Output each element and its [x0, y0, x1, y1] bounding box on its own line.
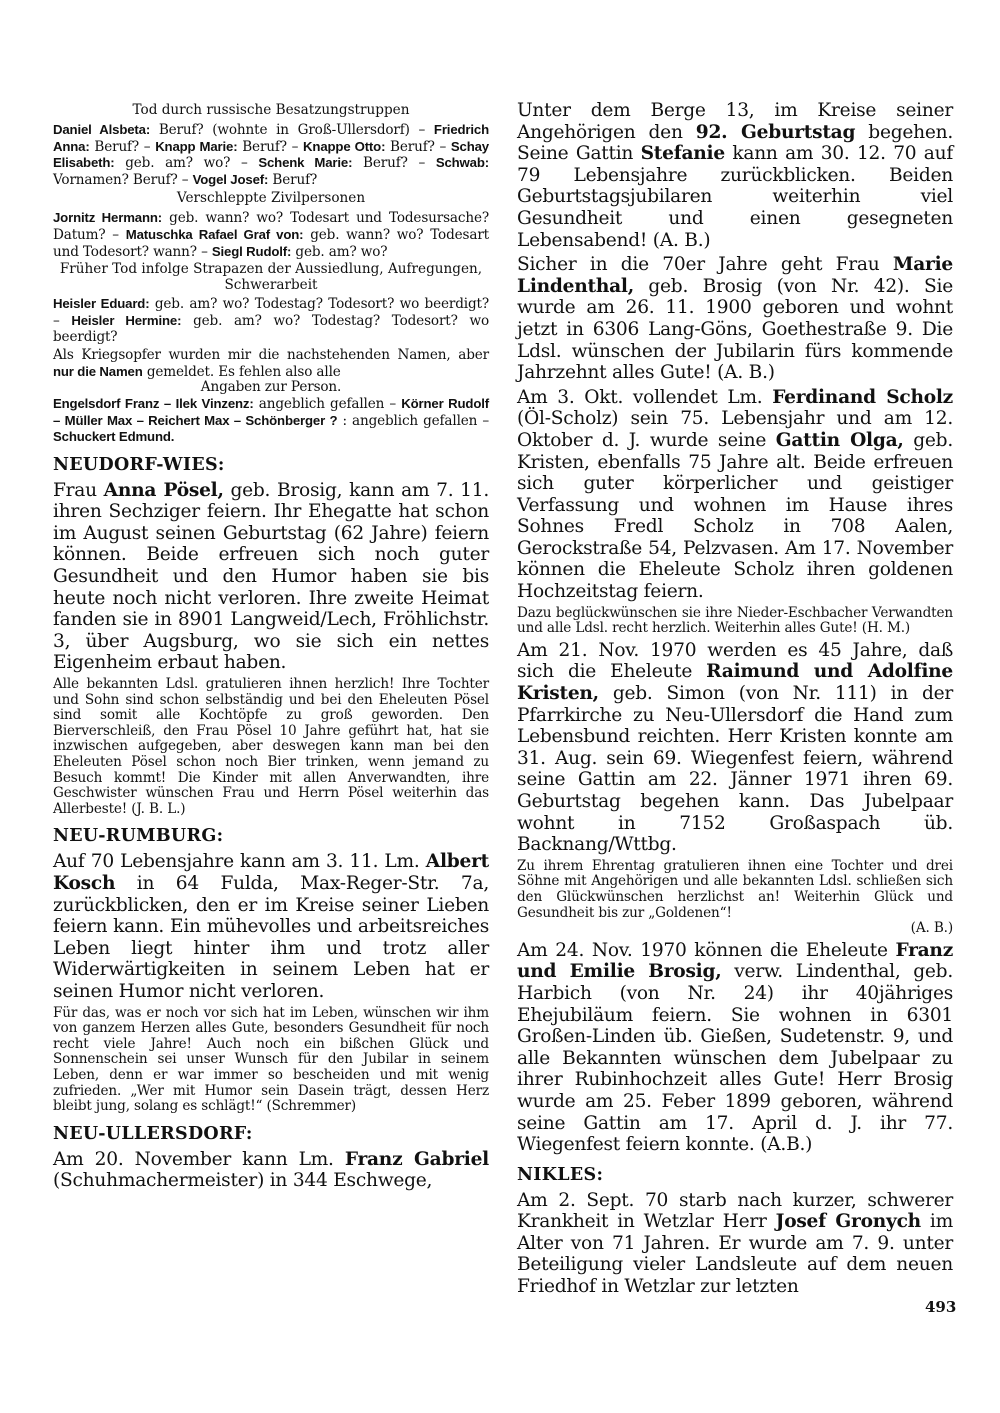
bold-name: Daniel Alsbeta:: [53, 122, 151, 137]
text-run: Als Kriegsopfer wurden mir die nachstehenden Namen, aber: [53, 347, 489, 364]
section-heading-early-death: Früher Tod infolge Strapazen der Aussiedlung, Aufregungen, Schwerarbeit: [59, 261, 483, 293]
text-run: geb. Simon (von Nr. 111) in der Pfarrkirche zu Neu-Ullersdorf die Hand zum Lebensbund reichten. Herr Kristen konnte am 31. Aug. sein 69. Wiegenfest feiern, während seine Gattin am 22. Jänner 1971 ihren 69. Geburtstag begehen kann. Das Jubelpaar wohnt in 7152 Großaspach üb. Backnang/Wttbg.: [517, 683, 953, 856]
text-run: geb. Brosig (von Nr. 42). Sie wurde am 26. 11. 1900 geboren und wohnt jetzt in 6306 Lang-Göns, Goethestraße 9. Die Ldsl. wünschen der Jubilarin fürs kommende Jahrzehnt alles Gute! (A. B.): [517, 275, 953, 384]
text-run: (Schuhmachermeister) in 344 Eschwege,: [53, 1170, 433, 1192]
right-column: [517, 100, 953, 1298]
page-number: 493: [925, 1298, 957, 1316]
list-russian-troops: [53, 122, 489, 188]
text-run: im Alter von 71 Jahren. Er wurde am 7. 9. unter Beteiligung vieler Landsleute auf dem neuen Friedhof in Wetzlar zur letzten: [517, 1211, 953, 1298]
bold-name: Gattin Olga,: [775, 429, 904, 451]
bold-name: Raimund und Adolfine Kristen,: [517, 661, 953, 705]
text-run: Vornamen? Beruf? –: [53, 171, 193, 188]
article-scholz: [517, 387, 953, 603]
text-run: Auf 70 Lebensjahre kann am 3. 11. Lm.: [53, 851, 426, 873]
text-run: Beruf?: [268, 171, 318, 188]
text-run: Am 20. November kann Lm.: [53, 1148, 345, 1170]
text-run: geb. am? wo? Todestag? Todesort? wo beerdigt?: [53, 312, 489, 345]
text-run: gemeldet. Es fehlen also alle: [142, 363, 341, 380]
article-gabriel-continued: [517, 100, 953, 251]
bold-name: Siegl Rudolf:: [211, 243, 292, 259]
text-run: geb. wann? wo? Todesart und Todesursache? Datum? –: [53, 210, 489, 243]
article-nikles: [517, 1190, 953, 1298]
text-run: geb. wann? wo? Todesart und Todesort? wann? –: [53, 226, 489, 260]
text-run: angeblich gefallen –: [253, 395, 402, 412]
bold-name: Franz Gabriel: [344, 1148, 489, 1170]
bold-name: Körner Rudolf – Müller Max – Reichert Max – Schönberger ?: [53, 395, 489, 428]
text-run: : angeblich gefallen –: [337, 412, 490, 429]
article-lindenthal: [517, 254, 953, 384]
text-run: Am 3. Okt. vollendet Lm.: [517, 386, 773, 408]
text-run: geb. am? wo? Todestag? Todesort? wo beerdigt? –: [53, 296, 489, 329]
bold-name: Heisler Eduard:: [53, 296, 150, 312]
bold-name: Josef Gronych: [775, 1211, 921, 1233]
bold-name: Stefanie: [640, 143, 725, 165]
bold-name: Anna Pösel,: [103, 479, 224, 501]
text-run: geb. am? wo?: [291, 243, 388, 260]
text-run: Beruf? –: [237, 138, 304, 155]
bold-name: Knappe Otto:: [303, 138, 386, 154]
war-victims-intro-end: Angaben zur Person.: [200, 379, 342, 396]
heading-neudorf-wies: NEUDORF-WIES:: [53, 454, 225, 475]
article-neudorf-wies: [53, 480, 489, 674]
text-run: Beruf? –: [352, 155, 436, 172]
section-heading-deported: Verschleppte Zivilpersonen: [176, 190, 366, 207]
greeting-kristen: Zu ihrem Ehrentag gratulieren ihnen eine Tochter und drei Söhne mit Angehörigen und alle bekannten Ldsl. schließen sich den Glückwünschen herzlichst an! Weiterhin Glück und Gesundheit bis zur „Goldenen“!: [517, 857, 953, 921]
greeting-scholz: Dazu beglückwünschen sie ihre Nieder-Eschbacher Verwandten und alle Ldsl. recht herzlich. Weiterhin alles Gute! (H. M.): [517, 604, 953, 637]
text-run: Am 21. Nov. 1970 werden es 45 Jahre, daß sich die Eheleute: [517, 639, 953, 683]
text-run: geb. am? wo? –: [114, 155, 259, 172]
war-victims-intro: [53, 348, 489, 380]
text-run: Am 2. Sept. 70 starb nach kurzer, schwerer Krankheit in Wetzlar Herr: [517, 1189, 953, 1233]
bold-name: Schuckert Edmund.: [53, 429, 175, 445]
bold-name: Schwab:: [435, 155, 489, 171]
text-run: in 64 Fulda, Max-Reger-Str. 7a, zurückblicken, den er im Kreise seiner Lieben feiern kann. Ein mühevolles und arbeitsreiches Leben liegt hinter ihm und trotz aller Widerwärtigkeiten in seinem Leben hat er seinen Humor nicht verloren.: [53, 872, 489, 1002]
left-column: [53, 100, 489, 1192]
text-run: geb. Kristen, ebenfalls 75 Jahre alt. Beide erfreuen sich guter körperlicher und geistiger Verfassung und wohnen im Hause ihres Sohnes Fredl Scholz in 708 Aalen, Gerockstraße 54, Pelzvasen. Am 17. November können die Eheleute Scholz ihren goldenen Hochzeitstag feiern.: [517, 429, 953, 603]
list-early-death: [53, 296, 489, 345]
text-run: Sicher in die 70er Jahre geht Frau: [517, 254, 893, 276]
article-brosig: [517, 940, 953, 1156]
text-run: Frau: [53, 479, 104, 501]
list-war-victims: [53, 396, 489, 446]
bold-name: Marie Lindenthal,: [517, 254, 953, 297]
heading-nikles: NIKLES:: [517, 1164, 604, 1185]
article-neu-ullersdorf: [53, 1149, 489, 1192]
text-run: Beruf? –: [385, 138, 451, 155]
article-kristen: [517, 640, 953, 856]
article-neu-rumburg: [53, 851, 489, 1002]
bold-name: Vogel Josef:: [192, 171, 269, 187]
text-run: verw. Lindenthal, geb. Harbich (von Nr. 24) ihr 40jähriges Ehejubiläum feiern. Sie wohnen in 6301 Großen-Linden üb. Gießen, Sudetenstr. 9, und alle Bekannten wünschen dem Jubelpaar zu ihrer Rubinhochzeit alles Gute! Herr Brosig wurde am 25. Feber 1899 geboren, während seine Gattin am 17. April d. J. ihr 77. Wiegenfest feiern konnte. (A.B.): [517, 961, 953, 1156]
bold-name: 92. Geburtstag: [695, 121, 856, 143]
bold-name: nur die Namen: [53, 363, 143, 379]
text-run: (Öl-Scholz) sein 75. Lebensjahr und am 12. Oktober d. J. wurde seine: [517, 408, 953, 451]
heading-neu-rumburg: NEU-RUMBURG:: [53, 826, 224, 847]
text-run: Beruf? –: [89, 138, 156, 155]
bold-name: Friedrich Anna:: [53, 122, 489, 154]
section-heading-russian-troops: Tod durch russische Besatzungstruppen: [132, 102, 410, 118]
bold-name: Ferdinand Scholz: [772, 386, 953, 408]
bold-name: Engelsdorf Franz – Ilek Vinzenz:: [53, 395, 254, 411]
bold-name: Schenk Marie:: [258, 155, 353, 171]
bold-name: Albert Kosch: [53, 851, 489, 894]
text-run: geb. Brosig, kann am 7. 11. ihren Sechziger feiern. Ihr Ehegatte hat schon im August seinen Geburtstag (62 Jahre) feiern können. Beide erfreuen sich noch guter Gesundheit und den Humor haben sie bis heute noch nicht verloren. Ihre zweite Heimat fanden sie in 8901 Langweid/Lech, Fröhlichstr. 3, über Augsburg, wo sie sich ein nettes Eigenheim erbaut haben.: [53, 479, 489, 674]
bold-name: Franz und Emilie Brosig,: [517, 939, 953, 983]
text-run: begehen. Seine Gattin: [517, 121, 953, 165]
bold-name: Knapp Marie:: [155, 138, 238, 154]
bold-name: Matuschka Rafael Graf von:: [125, 226, 304, 242]
greeting-neu-rumburg: Für das, was er noch vor sich hat im Leben, wünschen wir ihm von ganzem Herzen alles Gute, besonders Gesundheit für noch recht viele Jahre! Auch noch ein bißchen Glück und Sonnenschein sei unser Wunsch für den Jubilar in seinem Leben, denn er war immer so bescheiden und mit wenig zufrieden. „Wer mit Humor sein Dasein trägt, dessen Herz bleibt jung, solang es schlägt!“ (Schremmer): [53, 1004, 489, 1115]
greeting-kristen-signature: (A. B.): [910, 920, 953, 937]
heading-neu-ullersdorf: NEU-ULLERSDORF:: [53, 1123, 253, 1144]
text-run: Unter dem Berge 13, im Kreise seiner Angehörigen den: [517, 100, 953, 143]
list-deported: [53, 210, 489, 260]
text-run: kann am 30. 12. 70 auf 79 Lebensjahre zurückblicken. Beiden Geburtstagsjubilaren weiterhin viel Gesundheit und einen gesegneten Lebensabend! (A. B.): [517, 143, 953, 251]
bold-name: Jornitz Hermann:: [53, 210, 163, 226]
text-run: Beruf? (wohnte in Groß-Ullersdorf) –: [150, 122, 434, 138]
text-run: Am 24. Nov. 1970 können die Eheleute: [517, 939, 896, 961]
bold-name: Schay Elisabeth:: [53, 138, 489, 171]
greeting-neudorf-wies: Alle bekannten Ldsl. gratulieren ihnen herzlich! Ihre Tochter und Sohn sind schon selbständig und bei den Eheleuten Pösel sind somit alle Kochtöpfe zu groß geworden. Den Bierverschleiß, den Frau Pösel 10 Jahre geführt hat, hat sie inzwischen aufgegeben, aber deswegen kann man bei den Eheleuten Pösel schon noch Bier trinken, wenn jemand zu Besuch kommt! Die Kinder mit allen Anverwandten, ihre Geschwister wünschen Frau und Herrn Pösel weiterhin das Allerbeste! (J. B. L.): [53, 676, 489, 817]
bold-name: Heisler Hermine:: [71, 312, 182, 328]
